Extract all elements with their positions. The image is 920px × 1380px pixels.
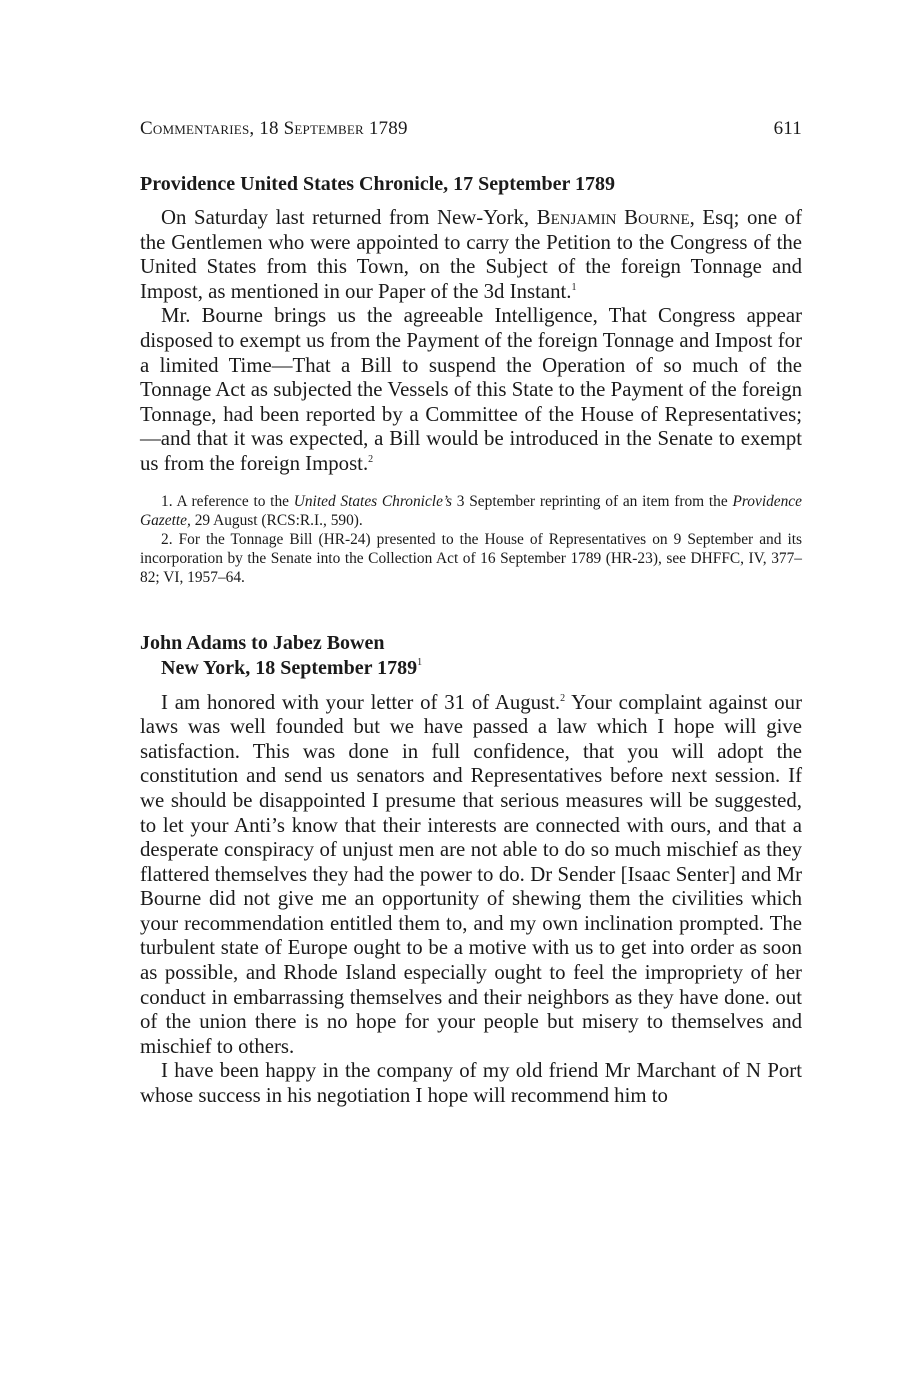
letter-footnote-ref-2: 2 [560, 692, 566, 704]
section-heading-adams-letter [140, 631, 802, 681]
page-number: 611 [773, 118, 802, 139]
letter-heading-line-1: John Adams to Jabez Bowen [140, 631, 385, 654]
adams-letter-body [140, 691, 802, 1109]
footnote-ref-2: 2 [368, 453, 374, 465]
letter-heading-footnote-ref: 1 [417, 656, 423, 668]
document-page [140, 118, 802, 1109]
footnote-ref-1: 1 [571, 281, 577, 293]
chronicle-footnotes [140, 492, 802, 588]
running-head-title: Commentaries, 18 September 1789 [140, 118, 408, 139]
chronicle-paragraph-2: Mr. Bourne brings us the agreeable Intelligence, That Congress appear disposed to exempt us from the Payment of the foreign Tonnage and Impost for a limited Time—That a Bill to suspend the Operation of so much of the Tonnage Act as subjected the Vessels of this State to the Payment of the foreign Tonnage, had been reported by a Committee of the House of Representatives;—and that it was expected, a Bill would be introduced in the Senate to exempt us from the foreign Impost.$^2$ [140, 304, 802, 475]
footnote-1: 1. A reference to the United States Chronicle’s 3 September reprinting of an item from the Providence Gazette, 29 August (RCS:R.I., 590). [140, 492, 802, 529]
chronicle-paragraph-1: On Saturday last returned from New-York, Benjamin Bourne, Esq; one of the Gentlemen who were appointed to carry the Petition to the Congress of the United States from this Town, on the Subject of the foreign Tonnage and Impost, as mentioned in our Paper of the 3d Instant.$^1$ [140, 206, 802, 303]
section-heading-chronicle: Providence United States Chronicle, 17 September 1789 [140, 173, 615, 195]
footnote-2: 2. For the Tonnage Bill (HR-24) presented to the House of Representatives on 9 September and its incorporation by the Senate into the Collection Act of 16 September 1789 (HR-23), see DHFFC, IV, 377–82; VI, 1957–64. [140, 530, 802, 587]
letter-heading-line-2: New York, 18 September 1789$^1$ [161, 656, 423, 679]
chronicle-article [140, 206, 802, 477]
letter-paragraph-2: I have been happy in the company of my old friend Mr Marchant of N Port whose success in his negotiation I hope will recommend him to [140, 1059, 802, 1108]
running-head [140, 118, 802, 140]
letter-paragraph-1: I am honored with your letter of 31 of August.$^2$ Your complaint against our laws was well founded but we have passed a law which I hope will give satisfaction. This was done in full confidence, that you will adopt the constitution and send us senators and Representatives before next session. If we should be disappointed I presume that serious measures will be suggested, to let your Anti’s know that their interests are connected with ours, and that a desperate conspiracy of unjust men are not able to do so much mischief as they flattered themselves they had the power to do. Dr Sender [Isaac Senter] and Mr Bourne did not give me an opportunity of shewing them the civilities which your recommendation entitled them to, and my own inclination prompted. The turbulent state of Europe ought to be a motive with us to get into order as soon as possible, and Rhode Island especially ought to feel the impropriety of her conduct in embarrassing themselves and their neighbors as they have done. out of the union there is no hope for your people but misery to themselves and mischief to others. [140, 690, 803, 1058]
